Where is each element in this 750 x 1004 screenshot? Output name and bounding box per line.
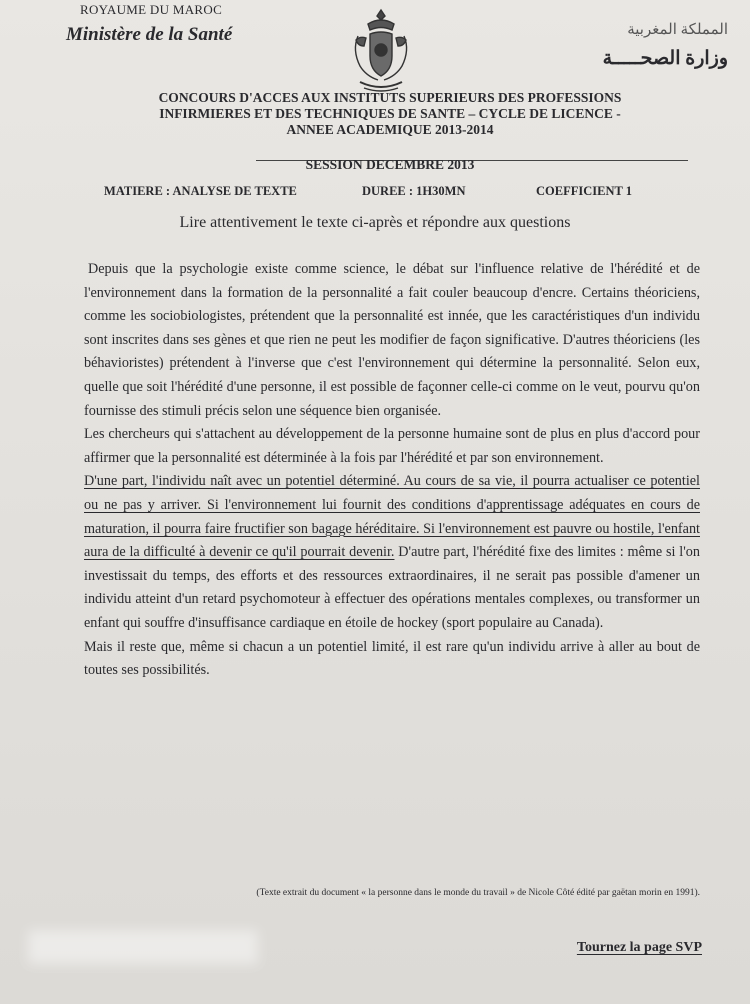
session-label: SESSION DECEMBRE 2013: [305, 157, 475, 172]
source-citation: (Texte extrait du document « la personne dans le monde du travail » de Nicole Côté édité par gaëtan morin en 1991).: [256, 888, 700, 898]
paragraph-2: Les chercheurs qui s'attachent au développement de la personne humaine sont de plus en plus d'accord pour affirmer que la personnalité est déterminée à la fois par l'hérédité et par son environnement.: [84, 426, 700, 466]
paragraph-1: Depuis que la psychologie existe comme science, le débat sur l'influence relative de l'hérédité et de l'environnement dans la formation de la personnalité a fait couler beaucoup d'encre. Certains théoriciens, comme les sociobiologistes, prétendent que la personnalité est innée, que les caractéristiques d'un individu sont inscrites dans ses gènes et que rien ne peut les modifier de façon significative. D'autres théoriciens (les béhavioristes) prétendent à l'inverse que c'est l'environnement qui détermine la personnalité. Selon eux, quelle que soit l'hérédité d'une personne, il est possible de façonner celle-ci comme on le veut, pourvu qu'on fournisse des stimuli précis selon une séquence bien organisée.: [84, 261, 700, 419]
underlined-passage: D'une part, l'individu naît avec un potentiel déterminé. Au cours de sa vie, il pourra actualiser ce potentiel ou ne pas y arriver. Si l'environnement lui fournit des conditions d'apprentissage adéquates en cours de maturation, il pourra faire fructifier son bagage héréditaire. Si l'environnement est pauvre ou hostile, l'enfant aura de la difficulté à devenir ce qu'il pourrait devenir.: [84, 473, 700, 561]
kingdom-label: ROYAUME DU MAROC: [80, 2, 223, 17]
paragraph-3-rest: D'autre part, l'hérédité fixe des limites : même si l'on investissait du temps, des efforts et des ressources extraordinaires, il ne serait pas possible d'amener un individu atteint d'un retard psychomoteur à effectuer des opérations mentales complexes, ou transformer un enfant qui souffre d'insuffisance cardiaque en étoile de hockey (sport populaire au Canada).: [84, 544, 700, 631]
coefficient-label: COEFFICIENT 1: [536, 184, 632, 198]
blurred-region: [28, 930, 258, 964]
kingdom-label-arabic: المملكة المغربية: [627, 22, 728, 38]
moroccan-coat-of-arms-icon: [350, 6, 412, 98]
ministry-label-arabic: وزارة الصحـــــة: [602, 48, 728, 69]
turn-page-note: Tournez la page SVP: [576, 940, 702, 955]
reading-passage: [84, 258, 700, 683]
title-line-3: ANNEE ACADEMIQUE 2013-2014: [286, 122, 494, 137]
duration-label: DUREE : 1H30MN: [362, 184, 466, 198]
title-line-2: INFIRMIERES ET DES TECHNIQUES DE SANTE – CYCLE DE LICENCE -: [159, 106, 621, 121]
instruction-text: Lire attentivement le texte ci-après et répondre aux questions: [179, 214, 571, 231]
title-line-1: CONCOURS D'ACCES AUX INSTITUTS SUPERIEURS DES PROFESSIONS: [158, 90, 622, 105]
ministry-label: Ministère de la Santé: [66, 24, 233, 45]
paragraph-3: [84, 470, 700, 635]
header-right: [558, 20, 728, 70]
exam-title: [110, 90, 670, 138]
header-left: [66, 2, 266, 46]
subject-label: MATIERE : ANALYSE DE TEXTE: [104, 184, 297, 198]
paragraph-4: Mais il reste que, même si chacun a un potentiel limité, il est rare qu'un individu arrive à aller au bout de toutes ses possibilités.: [84, 638, 700, 679]
